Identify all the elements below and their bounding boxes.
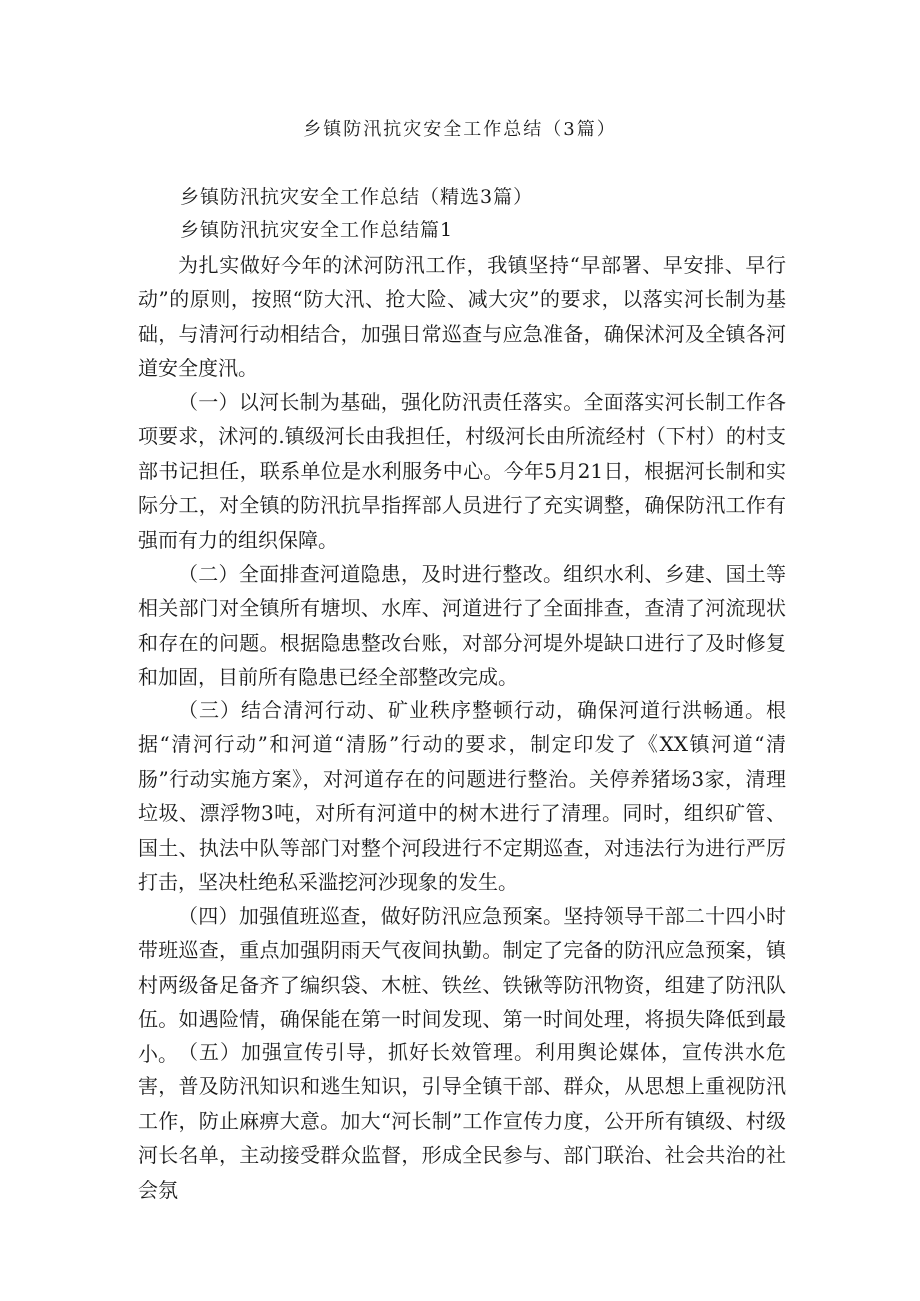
paragraph-item-4: （四）加强值班巡查，做好防汛应急预案。坚持领导干部二十四小时带班巡查，重点加强阴雨天气夜间执勤。制定了完备的防汛应急预案，镇村两级备足备齐了编织袋、木桩、铁丝、铁锹等防汛物资，组建了防汛队伍。如遇险情，确保能在第一时间发现、第一时间处理，将损失降低到最小。	[138, 904, 786, 1066]
document-title: 乡镇防汛抗灾安全工作总结（3篇）	[303, 119, 617, 140]
paragraph-item-2: （二）全面排查河道隐患，及时进行整改。组织水利、乡建、国土等相关部门对全镇所有塘坝、水库、河道进行了全面排查，查清了河流现状和存在的问题。根据隐患整改台账，对部分河堤外堤缺口进行了及时修复和加固，目前所有隐患已经全部整改完成。	[138, 562, 786, 690]
section-heading: 乡镇防汛抗灾安全工作总结篇1	[180, 219, 454, 241]
paragraph-item-3: （三）结合清河行动、矿业秩序整顿行动，确保河道行洪畅通。根据“清河行动”和河道“清肠”行动的要求，制定印发了《XX镇河道“清肠”行动实施方案》，对河道存在的问题进行整治。关停养猪场3家，清理垃圾、漂浮物3吨，对所有河道中的树木进行了清理。同时，组织矿管、国土、执法中队等部门对整个河段进行不定期巡查，对违法行为进行严厉打击，坚决杜绝私采滥挖河沙现象的发生。	[138, 698, 786, 895]
paragraph-item-1: （一）以河长制为基础，强化防汛责任落实。全面落实河长制工作各项要求，沭河的.镇级河长由我担任，村级河长由所流经村（下村）的村支部书记担任，联系单位是水利服务中心。今年5月21日，根据河长制和实际分工，对全镇的防汛抗旱指挥部人员进行了充实调整，确保防汛工作有强而有力的组织保障。	[138, 390, 786, 552]
paragraph-item-5: （五）加强宣传引导，抓好长效管理。利用舆论媒体，宣传洪水危害，普及防汛知识和逃生知识，引导全镇干部、群众，从思想上重视防汛工作，防止麻痹大意。加大“河长制”工作宣传力度，公开所有镇级、村级河长名单，主动接受群众监督，形成全民参与、部门联治、社会共治的社会氛	[138, 1040, 786, 1202]
paragraph-intro: 为扎实做好今年的沭河防汛工作，我镇坚持“早部署、早安排、早行动”的原则，按照“防大汛、抢大险、减大灾”的要求，以落实河长制为基础，与清河行动相结合，加强日常巡查与应急准备，确保沭河及全镇各河道安全度汛。	[138, 253, 786, 381]
document-subtitle: 乡镇防汛抗灾安全工作总结（精选3篇）	[180, 186, 534, 208]
